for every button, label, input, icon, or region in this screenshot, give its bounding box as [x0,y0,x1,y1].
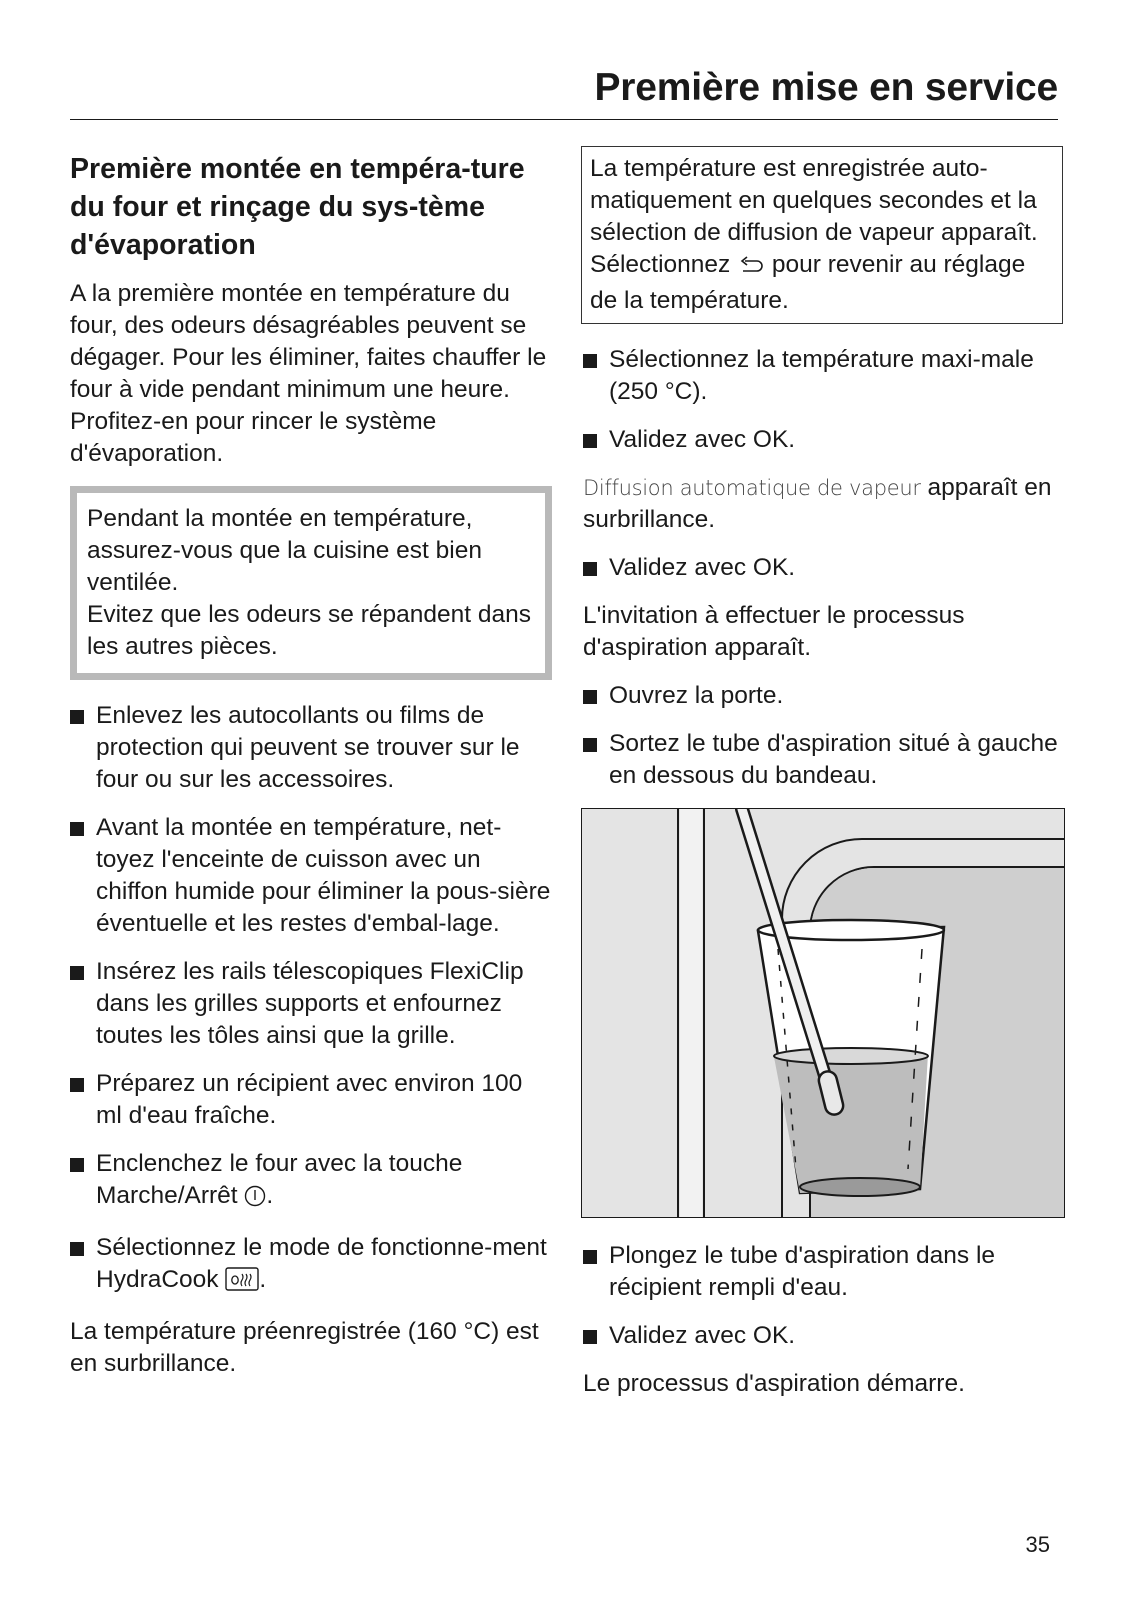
ventilation-warning-box [70,486,552,680]
left-step-list [70,700,552,1300]
invitation-note: L'invitation à effectuer le processus d'aspiration apparaît. [583,602,965,661]
header-divider [70,119,1058,120]
info-box: La température est enregistrée auto-matiquement en quelques secondes et la sélection de diffusion de vapeur apparaît. Sélectionnez pour revenir au réglage de la température. [581,146,1063,324]
list-item: Plongez le tube d'aspiration dans le récipient rempli d'eau. [583,1240,1063,1304]
list-item: Ouvrez la porte. [583,680,1063,712]
left-column [70,150,552,1396]
bullet-square-icon [583,1250,597,1264]
list-item: Insérez les rails télescopiques FlexiClip dans les grilles supports et enfournez toutes les tôles ainsi que la grille. [70,956,552,1052]
right-column [583,150,1063,1416]
right-step-list-a [583,344,1063,456]
bullet-square-icon [583,434,597,448]
bullet-square-icon [583,354,597,368]
display-menu-text: Diffusion automatique de vapeur [583,476,921,500]
warning-line-2: Evitez que les odeurs se répandent dans les autres pièces. [87,601,532,660]
page-number: 35 [1025,1532,1050,1557]
right-step-list-d [583,1240,1063,1352]
bullet-square-icon [583,738,597,752]
bullet-square-icon [70,966,84,980]
list-item: Validez avec OK. [583,1320,1063,1352]
intro-paragraph: A la première montée en température du four, des odeurs désagréables peuvent se dégager. Pour les éliminer, faites chauffer le four à vide pendant minimum une heure. Profitez-en pour rincer le système d'évaporation. [70,280,547,467]
hydracook-icon [225,1267,259,1300]
bullet-square-icon [70,1158,84,1172]
bullet-square-icon [583,562,597,576]
bullet-square-icon [70,1242,84,1256]
list-item: Enclenchez le four avec la touche Marche/Arrêt . [70,1148,552,1216]
right-step-list-c [583,680,1063,792]
bullet-square-icon [70,1078,84,1092]
list-item: Préparez un récipient avec environ 100 ml d'eau fraîche. [70,1068,552,1132]
right-step-list-b [583,552,1063,584]
list-item: Avant la montée en température, net-toyez l'enceinte de cuisson avec un chiffon humide pour éliminer la pous-sière éventuelle et les restes d'embal-lage. [70,812,552,940]
back-arrow-icon [737,253,765,285]
power-icon [244,1184,266,1216]
suction-tube-illustration [581,808,1065,1218]
section-heading: Première montée en tempéra-ture du four et rinçage du sys-tème d'évaporation [70,153,525,261]
list-item: Validez avec OK. [583,424,1063,456]
page-header-title: Première mise en service [594,66,1058,109]
suction-start-note: Le processus d'aspiration démarre. [583,1370,965,1397]
preset-temperature-note: La température préenregistrée (160 °C) est en surbrillance. [70,1318,539,1377]
warning-line-1: Pendant la montée en température, assurez-vous que la cuisine est bien ventilée. [87,505,482,596]
list-item: Sortez le tube d'aspiration situé à gauche en dessous du bandeau. [583,728,1063,792]
list-item: Enlevez les autocollants ou films de protection qui peuvent se trouver sur le four ou sur les accessoires. [70,700,552,796]
list-item: Validez avec OK. [583,552,1063,584]
menu-highlight-note: Diffusion automatique de vapeur apparaît en surbrillance. [583,474,1052,533]
list-item: Sélectionnez le mode de fonctionne-ment HydraCook . [70,1232,552,1300]
bullet-square-icon [70,822,84,836]
list-item: Sélectionnez la température maxi-male (250 °C). [583,344,1063,408]
bullet-square-icon [583,690,597,704]
bullet-square-icon [583,1330,597,1344]
bullet-square-icon [70,710,84,724]
